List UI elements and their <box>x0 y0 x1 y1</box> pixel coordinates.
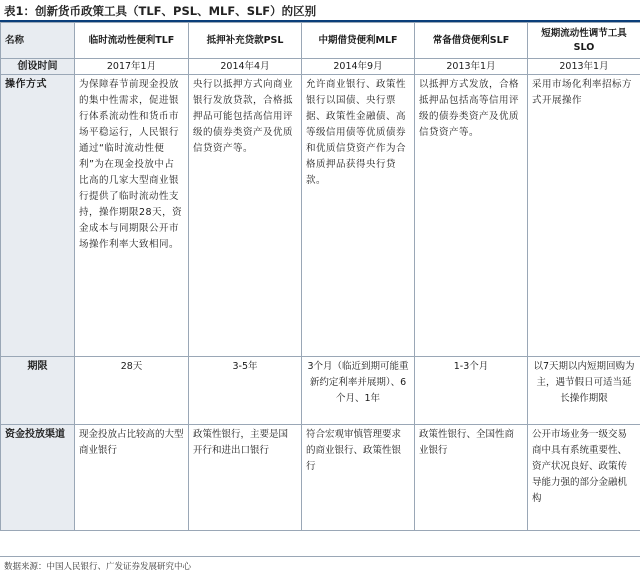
header-mlf: 中期借贷便利MLF <box>302 23 415 59</box>
cell-operation-tlf: 为保障春节前现金投放的集中性需求，促进银行体系流动性和货币市场平稳运行，人民银行通过“临时流动性便利”为在现金投放中占比高的几家大型商业银行提供了临时流动性支持，操作期限28天，资金成本与同期限公开市场操作利率大致相同。 <box>75 75 189 357</box>
policy-tools-table <box>0 22 640 531</box>
cell-term-psl: 3-5年 <box>189 357 302 425</box>
cell-term-mlf: 3个月（临近到期可能重新约定利率并展期）、6个月、1年 <box>302 357 415 425</box>
table-row-term <box>1 357 640 425</box>
cell-founded-mlf: 2014年9月 <box>302 59 415 75</box>
cell-channel-slf: 政策性银行、全国性商业银行 <box>415 425 528 531</box>
cell-founded-psl: 2014年4月 <box>189 59 302 75</box>
table-row-channel <box>1 425 640 531</box>
row-label-term: 期限 <box>1 357 75 425</box>
cell-term-tlf: 28天 <box>75 357 189 425</box>
header-slo: 短期流动性调节工具SLO <box>528 23 640 59</box>
data-source-note: 数据来源：中国人民银行、广发证券发展研究中心 <box>4 562 192 572</box>
row-label-channel: 资金投放渠道 <box>1 425 75 531</box>
cell-founded-slo: 2013年1月 <box>528 59 640 75</box>
header-slf: 常备借贷便利SLF <box>415 23 528 59</box>
header-psl: 抵押补充贷款PSL <box>189 23 302 59</box>
cell-operation-psl: 央行以抵押方式向商业银行发放贷款，合格抵押品可能包括高信用评级的债券类资产及优质信贷资产等。 <box>189 75 302 357</box>
cell-operation-slo: 采用市场化利率招标方式开展操作 <box>528 75 640 357</box>
cell-term-slf: 1-3个月 <box>415 357 528 425</box>
cell-channel-tlf: 现金投放占比较高的大型商业银行 <box>75 425 189 531</box>
row-label-founded: 创设时间 <box>1 59 75 75</box>
cell-operation-mlf: 允许商业银行、政策性银行以国债、央行票据、政策性金融债、高等级信用债等优质债券和优质信贷资产作为合格质押品获得央行贷款。 <box>302 75 415 357</box>
table-row-operation <box>1 75 640 357</box>
header-tlf: 临时流动性便利TLF <box>75 23 189 59</box>
cell-term-slo: 以7天期以内短期回购为主，遇节假日可适当延长操作期限 <box>528 357 640 425</box>
table-row-founded <box>1 59 640 75</box>
row-label-operation: 操作方式 <box>1 75 75 357</box>
cell-founded-slf: 2013年1月 <box>415 59 528 75</box>
cell-channel-psl: 政策性银行，主要是国开行和进出口银行 <box>189 425 302 531</box>
table-caption: 表1：创新货币政策工具（TLF、PSL、MLF、SLF）的区别 <box>4 4 317 18</box>
cell-operation-slf: 以抵押方式发放，合格抵押品包括高等信用评级的债券类资产及优质信贷资产等。 <box>415 75 528 357</box>
table-header-row <box>1 23 640 59</box>
table-bottom-divider <box>0 556 640 557</box>
cell-channel-mlf: 符合宏观审慎管理要求的商业银行、政策性银行 <box>302 425 415 531</box>
cell-founded-tlf: 2017年1月 <box>75 59 189 75</box>
cell-channel-slo: 公开市场业务一级交易商中具有系统重要性、资产状况良好、政策传导能力强的部分金融机构 <box>528 425 640 531</box>
header-name: 名称 <box>1 23 75 59</box>
